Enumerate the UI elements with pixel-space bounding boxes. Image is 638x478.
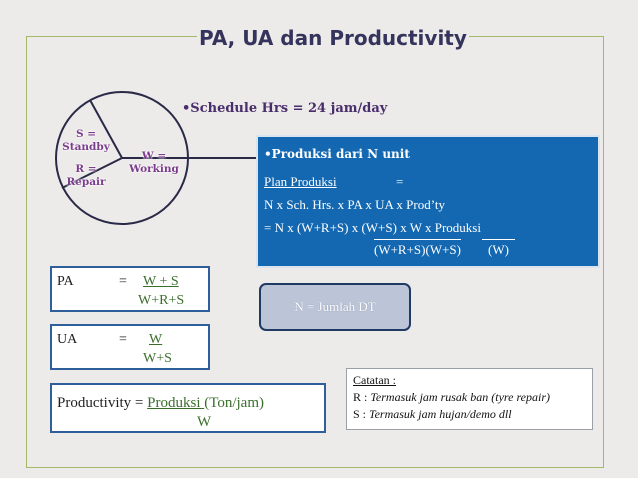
catatan-heading: Catatan :: [353, 373, 396, 387]
ua-numerator: W: [149, 332, 163, 347]
schedule-text: •Schedule Hrs = 24 jam/day: [182, 101, 388, 116]
produksi-formula-line2: N x Sch. Hrs. x PA x UA x Prod’ty: [264, 197, 445, 212]
catatan-r-row: [353, 389, 586, 406]
productivity-denominator: W: [197, 414, 212, 430]
ua-formula-box: [50, 324, 210, 370]
catatan-box: [346, 368, 593, 430]
pa-numerator: W + S: [143, 274, 179, 289]
pa-eq: =: [119, 274, 127, 289]
slide-title: PA, UA dan Productivity: [199, 26, 467, 50]
pa-denominator: W+R+S: [138, 293, 185, 308]
ua-denominator: W+S: [143, 351, 172, 366]
catatan-r-key: R :: [353, 390, 371, 404]
produksi-denominator-2: (W): [482, 239, 515, 260]
catatan-r-text: Termasuk jam rusak ban (tyre repair): [370, 390, 550, 404]
catatan-s-key: S :: [353, 407, 370, 421]
n-definition-box: N = Jumlah DT: [259, 283, 411, 331]
productivity-unit: (Ton/jam): [204, 395, 264, 411]
produksi-formula-denominators: [264, 239, 592, 261]
produksi-heading: •Produksi dari N unit: [264, 147, 410, 161]
plan-produksi-eq: =: [396, 174, 404, 189]
working-label: W = Working: [129, 150, 179, 175]
catatan-s-row: [353, 406, 586, 423]
productivity-numerator: Produksi: [147, 395, 205, 411]
productivity-label: Productivity: [57, 395, 132, 411]
ua-label: UA: [57, 332, 78, 347]
ua-eq: =: [119, 332, 127, 347]
produksi-denominator-1: (W+R+S)(W+S): [374, 239, 461, 260]
produksi-formula-line3: = N x (W+R+S) x (W+S) x W x Produksi: [264, 220, 481, 235]
catatan-s-text: Termasuk jam hujan/demo dll: [369, 407, 512, 421]
produksi-box: [256, 135, 600, 268]
pa-formula-box: [50, 266, 210, 312]
repair-label: R = Repair: [66, 163, 106, 188]
plan-produksi-row: [264, 170, 592, 193]
plan-produksi-label: Plan Produksi: [264, 174, 337, 189]
standby-label: S = Standby: [62, 128, 110, 153]
productivity-formula-box: [50, 383, 326, 433]
productivity-eq: =: [134, 395, 144, 411]
pa-label: PA: [57, 274, 74, 289]
